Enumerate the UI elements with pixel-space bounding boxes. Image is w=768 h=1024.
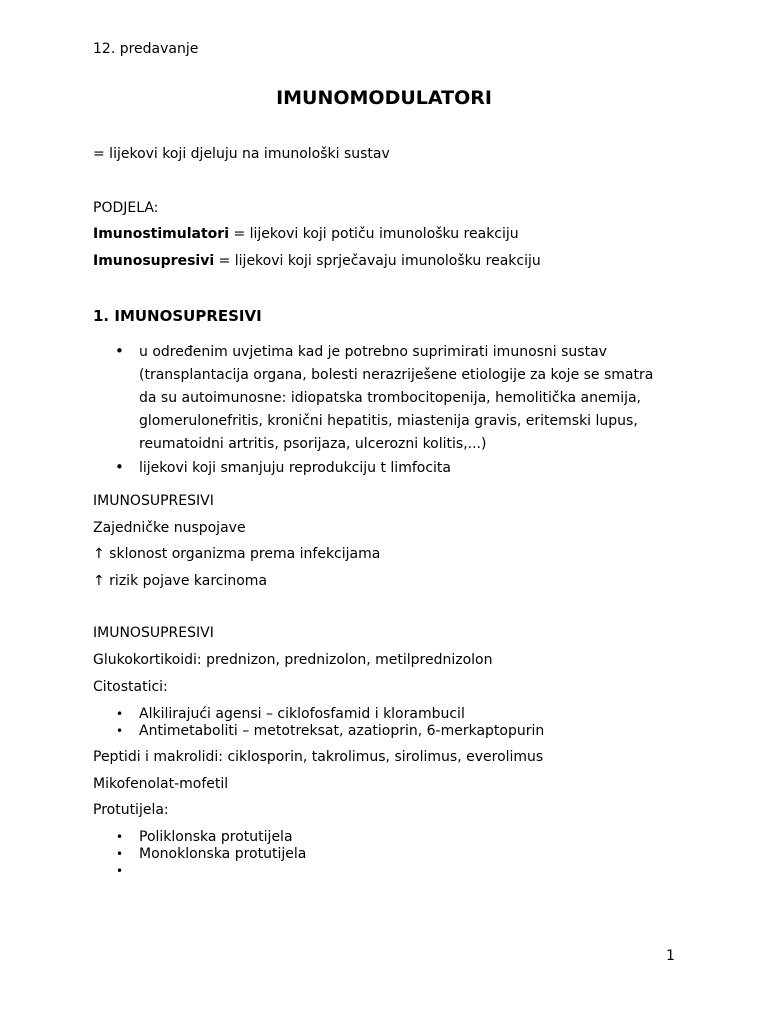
stimulators-term: Imunostimulatori (93, 226, 229, 242)
bullet-symbol: • (116, 707, 124, 721)
suppressants-term: Imunosupresivi (93, 253, 215, 269)
citostatici-item: Alkilirajući agensi – ciklofosfamid i klorambucil (139, 706, 465, 722)
glukokortikoidi-line: Glukokortikoidi: prednizon, prednizolon, metilprednizolon (93, 652, 493, 668)
podjela-stimulators-line (93, 226, 519, 242)
protutijela-item: Poliklonska protutijela (139, 829, 293, 845)
podjela-suppressants-line (93, 253, 541, 269)
bullet-symbol: • (116, 830, 124, 844)
podjela-label: PODJELA: (93, 200, 159, 216)
bullet1-line: u određenim uvjetima kad je potrebno suprimirati imunosni sustav (139, 344, 607, 360)
section-heading-imunosupresivi: 1. IMUNOSUPRESIVI (93, 307, 262, 325)
bullet-symbol: • (115, 342, 124, 360)
bullet1-line: glomerulonefritis, kronični hepatitis, miastenija gravis, eritemski lupus, (139, 413, 638, 429)
bullet-symbol: • (116, 864, 124, 878)
peptidi-line: Peptidi i makrolidi: ciklosporin, takrolimus, sirolimus, everolimus (93, 749, 544, 765)
side-effect-item: ↑ rizik pojave karcinoma (93, 573, 268, 589)
suppressants-definition: = lijekovi koji sprječavaju imunološku reakciju (214, 253, 541, 269)
side-effect-item: ↑ sklonost organizma prema infekcijama (93, 546, 381, 562)
bullet1-line: (transplantacija organa, bolesti nerazriješene etiologije za koje se smatra (139, 367, 654, 383)
side-effects-heading: IMUNOSUPRESIVI (93, 493, 214, 509)
bullet-symbol: • (116, 847, 124, 861)
citostatici-item: Antimetaboliti – metotreksat, azatioprin, 6-merkaptopurin (139, 723, 545, 739)
mikofenolat-line: Mikofenolat-mofetil (93, 776, 229, 792)
page-number: 1 (666, 948, 675, 964)
bullet-symbol: • (116, 724, 124, 738)
stimulators-definition: = lijekovi koji potiču imunološku reakciju (229, 226, 519, 242)
classes-heading: IMUNOSUPRESIVI (93, 625, 214, 641)
protutijela-label: Protutijela: (93, 802, 169, 818)
protutijela-item: Monoklonska protutijela (139, 846, 307, 862)
bullet1-line: da su autoimunosne: idiopatska trombocitopenija, hemolitička anemija, (139, 390, 642, 406)
side-effects-subheading: Zajedničke nuspojave (93, 520, 246, 536)
bullet-symbol: • (115, 458, 124, 476)
bullet1-line: reumatoidni artritis, psorijaza, ulcerozni kolitis,...) (139, 436, 487, 452)
lecture-header: 12. predavanje (93, 41, 199, 57)
page-title: IMUNOMODULATORI (276, 87, 492, 109)
definition-text: = lijekovi koji djeluju na imunološki sustav (93, 146, 390, 162)
citostatici-label: Citostatici: (93, 679, 168, 695)
bullet2-text: lijekovi koji smanjuju reprodukciju t limfocita (139, 460, 451, 476)
